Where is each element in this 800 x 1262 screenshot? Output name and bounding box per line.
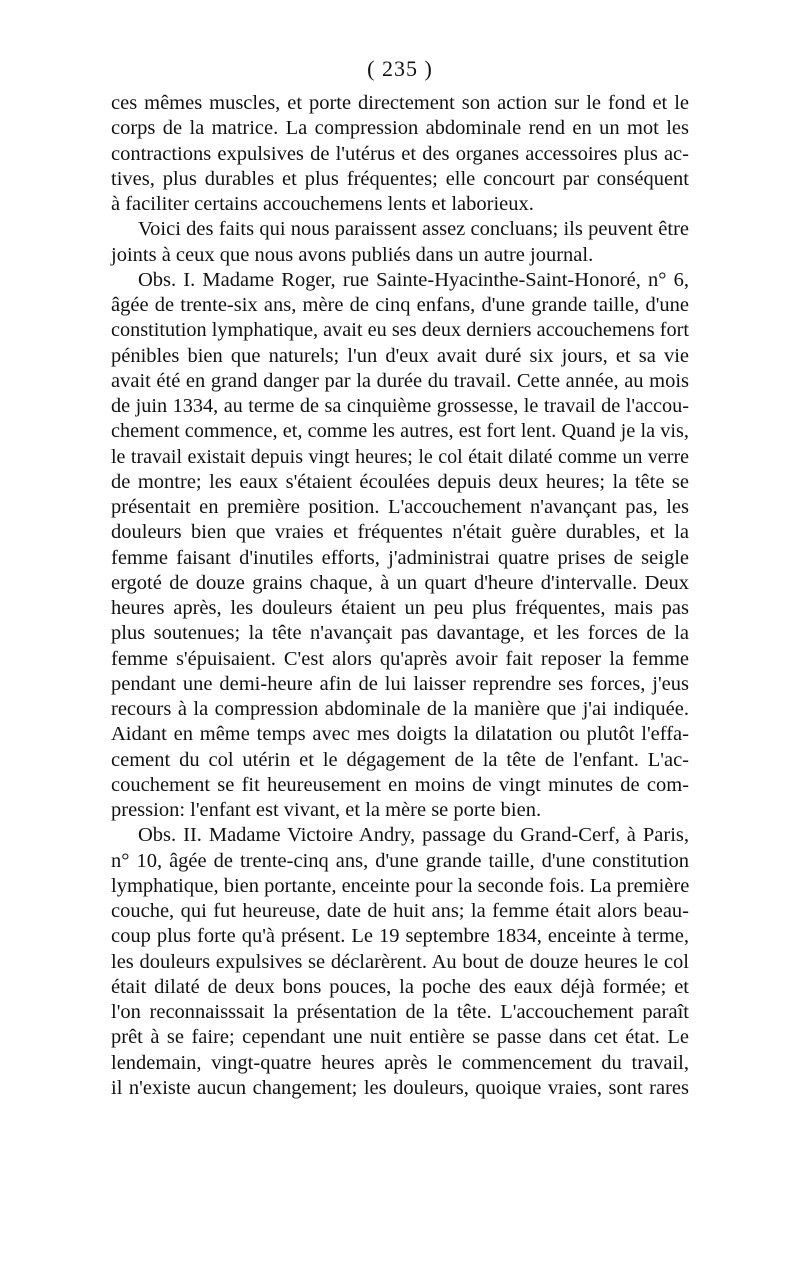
text-line: prêt à se faire; cependant une nuit entière se passe dans cet état. Le [111, 1026, 689, 1049]
text-line: l'on reconnaisssait la présentation de la tête. L'accouchement paraît [111, 1001, 689, 1023]
text-line: femme s'épuisaient. C'est alors qu'après avoir fait reposer la femme [111, 647, 689, 670]
text-line: pénibles bien que naturels; l'un d'eux avait duré six jours, et sa vie [111, 344, 689, 367]
text-line: plus soutenues; la tête n'avançait pas davantage, et les forces de la [111, 622, 689, 645]
text-line: douleurs bien que vraies et fréquentes n'était guère durables, et la [111, 521, 689, 544]
text-line: il n'existe aucun changement; les douleurs, quoique vraies, sont rares [111, 1076, 689, 1099]
text-line: femme faisant d'inutiles efforts, j'administrai quatre prises de seigle [111, 546, 689, 569]
text-line: de montre; les eaux s'étaient écoulées depuis deux heures; la tête se [111, 470, 689, 493]
text-line: lendemain, vingt-quatre heures après le commencement du travail, [111, 1051, 689, 1074]
page-number: ( 235 ) [367, 56, 433, 81]
text-line: heures après, les douleurs étaient un peu plus fréquentes, mais pas [111, 597, 689, 619]
text-line: recours à la compression abdominale de la manière que j'ai indiquée. [111, 698, 689, 720]
text-line: coup plus forte qu'à présent. Le 19 septembre 1834, enceinte à terme, [111, 925, 689, 948]
text-line: âgée de trente-six ans, mère de cinq enfans, d'une grande taille, d'une [111, 294, 689, 316]
text-line: contractions expulsives de l'utérus et des organes accessoires plus ac- [111, 142, 689, 165]
text-line: couchement se fit heureusement en moins de vingt minutes de com- [111, 773, 689, 796]
text-line: chement commence, et, comme les autres, est fort lent. Quand je la vis, [111, 420, 689, 443]
text-line: cement du col utérin et le dégagement de la tête de l'enfant. L'ac- [111, 748, 689, 771]
text-line: Voici des faits qui nous paraissent assez concluans; ils peuvent être [138, 218, 689, 241]
text-line: les douleurs expulsives se déclarèrent. Au bout de douze heures le col [111, 950, 689, 973]
text-line: ces mêmes muscles, et porte directement son action sur le fond et le [111, 92, 689, 114]
text-line: était dilaté de deux bons pouces, la poche des eaux déjà formée; et [111, 975, 689, 998]
text-line: n° 10, âgée de trente-cinq ans, d'une grande taille, d'une constitution [111, 849, 689, 872]
text-line: ergoté de douze grains chaque, à un quart d'heure d'intervalle. Deux [111, 571, 689, 594]
text-line: corps de la matrice. La compression abdominale rend en un mot les [111, 117, 689, 140]
text-line: de juin 1334, au terme de sa cinquième grossesse, le travail de l'accou- [111, 395, 689, 417]
text-line: Obs. II. Madame Victoire Andry, passage du Grand-Cerf, à Paris, [138, 824, 689, 847]
text-line: tives, plus durables et plus fréquentes; elle concourt par conséquent [111, 167, 689, 190]
text-line: à faciliter certains accouchemens lents et laborieux. [111, 193, 534, 215]
text-line: le travail existait depuis vingt heures; le col était dilaté comme un verre [111, 445, 689, 468]
text-line: joints à ceux que nous avons publiés dans un autre journal. [111, 243, 594, 266]
text-line: Aidant en même temps avec mes doigts la dilatation ou plutôt l'effa- [111, 723, 689, 746]
text-line: couche, qui fut heureuse, date de huit ans; la femme était alors beau- [111, 900, 689, 922]
text-line: avait été en grand danger par la durée du travail. Cette année, au mois [111, 369, 689, 392]
text-line: pression: l'enfant est vivant, et la mère se porte bien. [111, 799, 542, 821]
text-line: présentait en première position. L'accouchement n'avançant pas, les [111, 496, 689, 518]
body-text [111, 91, 689, 1101]
text-line: Obs. I. Madame Roger, rue Sainte-Hyacinthe-Saint-Honoré, n° 6, [138, 268, 689, 291]
text-line: pendant une demi-heure afin de lui laisser reprendre ses forces, j'eus [111, 672, 689, 695]
text-line: lymphatique, bien portante, enceinte pour la seconde fois. La première [111, 874, 690, 897]
text-line: constitution lymphatique, avait eu ses deux derniers accouchemens fort [111, 319, 689, 342]
